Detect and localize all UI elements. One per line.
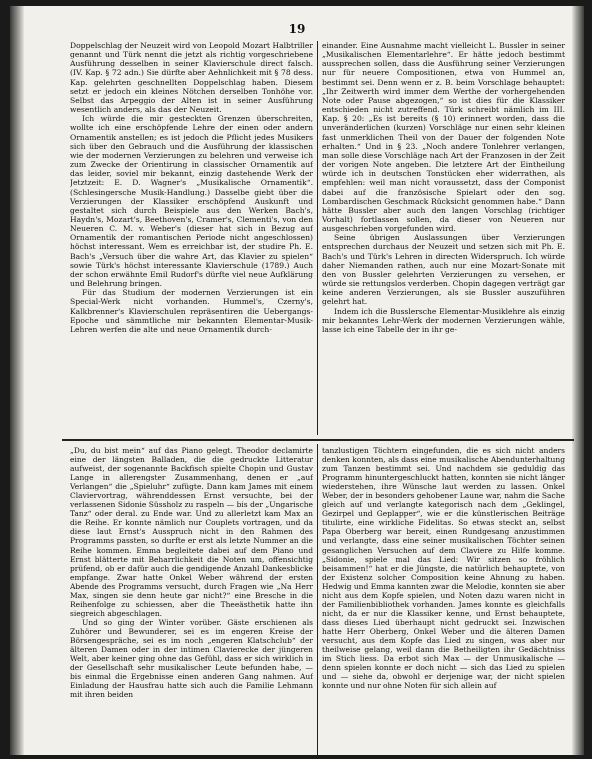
upper-left-column	[70, 41, 313, 436]
paragraph: Indem ich die Busslersche Elementar-Musiklehre als einzig mir bekanntes Lehr-Werk der modernen Verzierungen wähle, lasse ich eine Tabelle der in ihr ge-	[322, 306, 565, 334]
section-divider	[62, 439, 574, 441]
lower-left-column	[70, 446, 313, 755]
paragraph: Für das Studium der modernen Verzierungen ist ein Special-Werk nicht vorhanden. Hummel's, Czerny's, Kalkbrenner's Klavierschulen repräsentiren die Uebergangs-Epoche und sämmtliche mir bekannten Elementar-Musik-Lehren werfen die alte und neue Ornamentik durch-	[70, 288, 313, 334]
scan-edge-right	[572, 6, 584, 755]
lower-right-column	[322, 446, 565, 755]
paragraph: „Du, du bist mein“ auf das Piano gelegt. Theodor declamirte eine der längsten Balladen, die die gedruckte Litteratur aufweist, der sogenannte Backfisch spielte Chopin und Gustav Lange in allerengster Zusammenhang, denen er „auf Verlangen“ die „Spieluhr“ zufügte. Dann kam James mit einem Claviervortrag, währenddessen Ernst versuchte, bei der verlassenen Sidonie Süssholz zu raspeln — bis der „Ungarische Tanz“ oder deral. zu Ende war. Und zu allerletzt kam Max an die Reihe. Er konnte nämlich nur Couplets vortragen, und da diese laut Ernst's Ausspruch nicht in den Rahmen des Programms passten, so durfte er erst als letzte Nummer an die Reihe kommen. Emma begleitete dabei auf dem Piano und Ernst blätterte mit Beharrlichkeit die Noten um, offensichtig prüfend, ob er dafür auch die gendigende Anzahl Dankesblicke empfange. Zwar hatte Onkel Weber während der ersten Abende des Programms versucht, durch Fragen wie „Na Herr Max, singen sie denn heute gar nicht?“ eine Bresche in die Reihenfolge zu schiessen, aber die Theeästhetik hatte ihn siegreich abgeschlagen.	[70, 446, 313, 618]
column-divider-upper	[317, 41, 318, 435]
scan-edge-left	[10, 6, 24, 755]
book-page	[10, 6, 584, 755]
paragraph: Und so ging der Winter vorüber. Gäste erschienen als Zuhörer und Bewunderer, sei es im engeren Kreise der Börsengespräche, sei es im noch „engeren Klatschclub“ der älteren Damen oder in der intimen Clavierecke der jüngeren Welt, aber keiner ging ohne das Gefühl, dass er sich wirklich in der Gesellschaft sehr musikalischer Leute befunden habe, — bis einmal die Ergebnisse einen anderen Gang nahmen. Auf Einladung der Hausfrau hatte sich auch die Familie Lehmann mit ihren beiden	[70, 617, 313, 700]
page-number: 19	[288, 22, 306, 36]
paragraph: Ich würde die mir gesteckten Grenzen überschreiten, wollte ich eine erschöpfende Lehre der einen oder andern Ornamentik anstellen; es ist jedoch die Pflicht jedes Musikers sich über den Gebrauch und die Ausführung der klassischen wie der modernen Verzierungen zu belehren und verweise ich zum Zwecke der Orientirung in classischer Ornamentik auf das leider, soviel mir bekannt, einzig dastehende Werk der Jetztzeit: E. D. Wagner's „Musikalische Ornamentik“. (Schlesingersche Musik-Handlung.) Dasselbe giebt über die Verzierungen der Klassiker erschöpfend Auskunft und gestaltet sich durch Beispiele aus den Werken Bach's, Haydn's, Mozart's, Beethoven's, Cramer's, Clementi's, von den Neueren C. M. v. Weber's (dieser hat sich in Bezug auf Ornamentik der romantischen Periode nicht angeschlossen) höchst interessant. Wem es erreichbar ist, der studire Ph. E. Bach's „Versuch über die wahre Art, das Klavier zu spielen“ sowie Türk's höchst interessante Klavierschule (1789.) Auch der schon erwähnte Emil Rudorf's dürfte viel neue Aufklärung und Belehrung bringen.	[70, 114, 313, 289]
paragraph: Seine übrigen Auslassungen über Verzierungen entsprechen durchaus der Neuzeit und setzen sich mit Ph. E. Bach's und Türk's Lehren in directen Widerspruch. Ich würde daher Niemanden rathen, auch nur eine Mozart-Sonate mit den von Bussler gelehrten Verzierungen zu versehen, er würde sie rettungslos verderben. Chopin dagegen verträgt gar keine anderen Verzierungen, als sie Bussler auszuführen gelehrt hat.	[322, 233, 565, 307]
column-divider-lower	[317, 444, 318, 755]
upper-right-column	[322, 41, 565, 436]
paragraph: einander. Eine Ausnahme macht vielleicht L. Bussler in seiner „Musikalischen Elementarlehre“. Er hätte jedoch bestimmt aussprechen sollen, dass die Ausführung seiner Verzierungen nur für neuere Compositionen, etwa von Hummel an, bestimmt sei. Denn wenn er z. B. beim Vorschlage behauptet: „Ihr Zeitwerth wird immer dem Werthe der vorhergehenden Note oder Pause abgezogen,“ so ist dies für die Klassiker entschieden nicht zutreffend. Türk schreibt nämlich im III. Kap. § 20: „Es ist bereits (§ 10) erinnert worden, dass die unveränderlichen (kurzen) Vorschläge nur einen sehr kleinen fast unmerklichen Theil von der Dauer der folgenden Note erhalten.“ Und in § 23. „Noch andere Tonlehrer verlangen, man solle diese Vorschläge nach Art der Franzosen in der Zeit der vorigen Note angeben. Die letztere Art der Eintheilung würde ich in deutschen Tonstücken eher widerrathen, als empfehlen: weil man nicht voraussetzt, dass der Componist dabei auf die französische Spielart oder den sog. Lombardischen Geschmack Rücksicht genommen habe.“ Dann hätte Bussler aber auch den langen Vorschlag (richtiger Vorhalt) fortlassen sollen, da dieser von Neueren nur ausgeschrieben vorgefunden wird.	[322, 41, 565, 234]
paragraph: tanzlustigen Töchtern eingefunden, die es sich nicht anders denken konnten, als dass eine musikalische Abendunterhaltung zum Tanzen bestimmt sei. Und nachdem sie geduldig das Programm hinuntergeschluckt hatten, konnten sie nicht länger wiederstehen, ihre Wünsche laut werden zu lassen. Onkel Weber, der in besonders gehobener Laune war, nahm die Sache gleich auf und verlangte kategorisch nach dem „Geklingel, Gezirpel und Geplapper“, wie er die künstlerischen Beiträge titulirte, eine wirkliche Fidelitas. So etwas steckt an, selbst Papa Oberberg war bereit, einen Rundgesang anzustimmen und verlangte, dass eine seiner musikalischen Töchter seinen gesanglichen Versuchen auf dem Claviere zu Hilfe komme. „Sidonie, spiele mal das Lied: Wir sitzen so fröhlich beisammen!“ hat er die Jüngste, die natürlich behauptete, von der Existenz solcher Composition keine Ahnung zu haben. Hedwig und Emma kannten zwar die Melodie, konnten sie aber nicht aus dem Kopfe spielen, und Noten dazu waren nicht in der Familienbibliothek vorhanden. James konnte es gleichfalls nicht, da er nur die Klassiker kenne, und Ernst behauptete, dass dieses Lied überhaupt nicht gedruckt sei. Inzwischen hatte Herr Oberberg, Onkel Weber und die älteren Damen versucht, aus dem Kopfe das Lied zu singen, was aber nur theilweise gelang, weil dann die Betheiligten ihr Gedächtniss im Stich liess. Da erbot sich Max — der Unmusikalische — denn spielen konnte er doch nicht — sich das Lied zu spielen und — siehe da, obwohl er derjenige war, der nicht spielen konnte und nur ohne Noten für sich allein auf	[322, 446, 565, 691]
paragraph: Doppelschlag der Neuzeit wird von Leopold Mozart Halbtriller genannt und Türk nennt die jetzt als richtig vorgeschriebene Ausführung desselben in seiner Klavierschule direct falsch. (IV. Kap. § 72 adn.) Sie dürfte aber Aehnlichkeit mit § 78 dess. Kap. gelehrten geschnellten Doppelschlag haben. Diesem setzt er jedoch ein kleines Nötchen derselben Tonhöhe vor. Selbst das Arpeggio der Alten ist in seiner Ausführung wesentlich anders, als das der Neuzeit.	[70, 41, 313, 115]
